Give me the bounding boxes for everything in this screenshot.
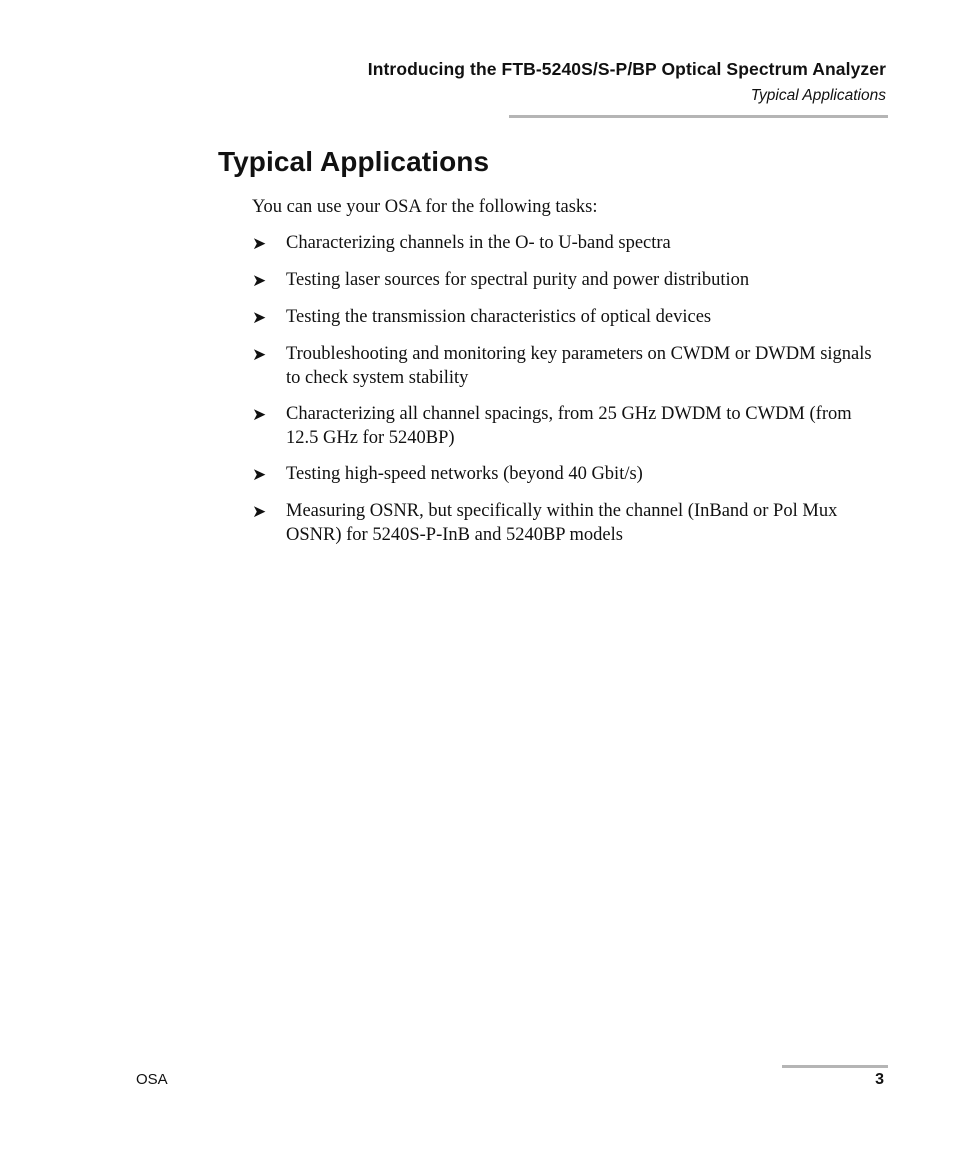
list-item-text: Characterizing channels in the O- to U-band spectra	[286, 233, 671, 253]
list-item-text: Measuring OSNR, but specifically within the channel (InBand or Pol Mux OSNR) for 5240S-P-InB and 5240BP models	[286, 501, 838, 545]
chapter-title: Introducing the FTB-5240S/S-P/BP Optical Spectrum Analyzer	[367, 59, 886, 79]
list-item-text: Testing high-speed networks (beyond 40 Gbit/s)	[286, 464, 643, 484]
arrowhead-bullet-icon: ➤	[252, 502, 267, 522]
list-item	[252, 231, 882, 256]
footer-divider	[782, 1065, 888, 1068]
header-divider	[509, 115, 888, 118]
list-item-text: Testing the transmission characteristics of optical devices	[286, 307, 712, 327]
running-header	[368, 56, 886, 109]
list-item	[252, 499, 882, 547]
task-list	[252, 231, 882, 559]
list-item	[252, 342, 882, 390]
page-number: 3	[875, 1071, 884, 1088]
page-title: Typical Applications	[218, 146, 490, 177]
arrowhead-bullet-icon: ➤	[252, 234, 267, 254]
list-item	[252, 268, 882, 293]
arrowhead-bullet-icon: ➤	[252, 405, 267, 425]
list-item	[252, 462, 882, 487]
footer-label: OSA	[136, 1071, 168, 1088]
list-item	[252, 305, 882, 330]
arrowhead-bullet-icon: ➤	[252, 465, 267, 485]
arrowhead-bullet-icon: ➤	[252, 271, 267, 291]
list-item	[252, 402, 882, 450]
list-item-text: Testing laser sources for spectral purity and power distribution	[286, 270, 750, 290]
intro-paragraph: You can use your OSA for the following tasks:	[252, 197, 598, 217]
list-item-text: Troubleshooting and monitoring key parameters on CWDM or DWDM signals to check system stability	[286, 344, 872, 388]
section-title: Typical Applications	[750, 87, 886, 104]
arrowhead-bullet-icon: ➤	[252, 345, 267, 365]
list-item-text: Characterizing all channel spacings, from 25 GHz DWDM to CWDM (from 12.5 GHz for 5240BP)	[286, 404, 852, 448]
arrowhead-bullet-icon: ➤	[252, 308, 267, 328]
